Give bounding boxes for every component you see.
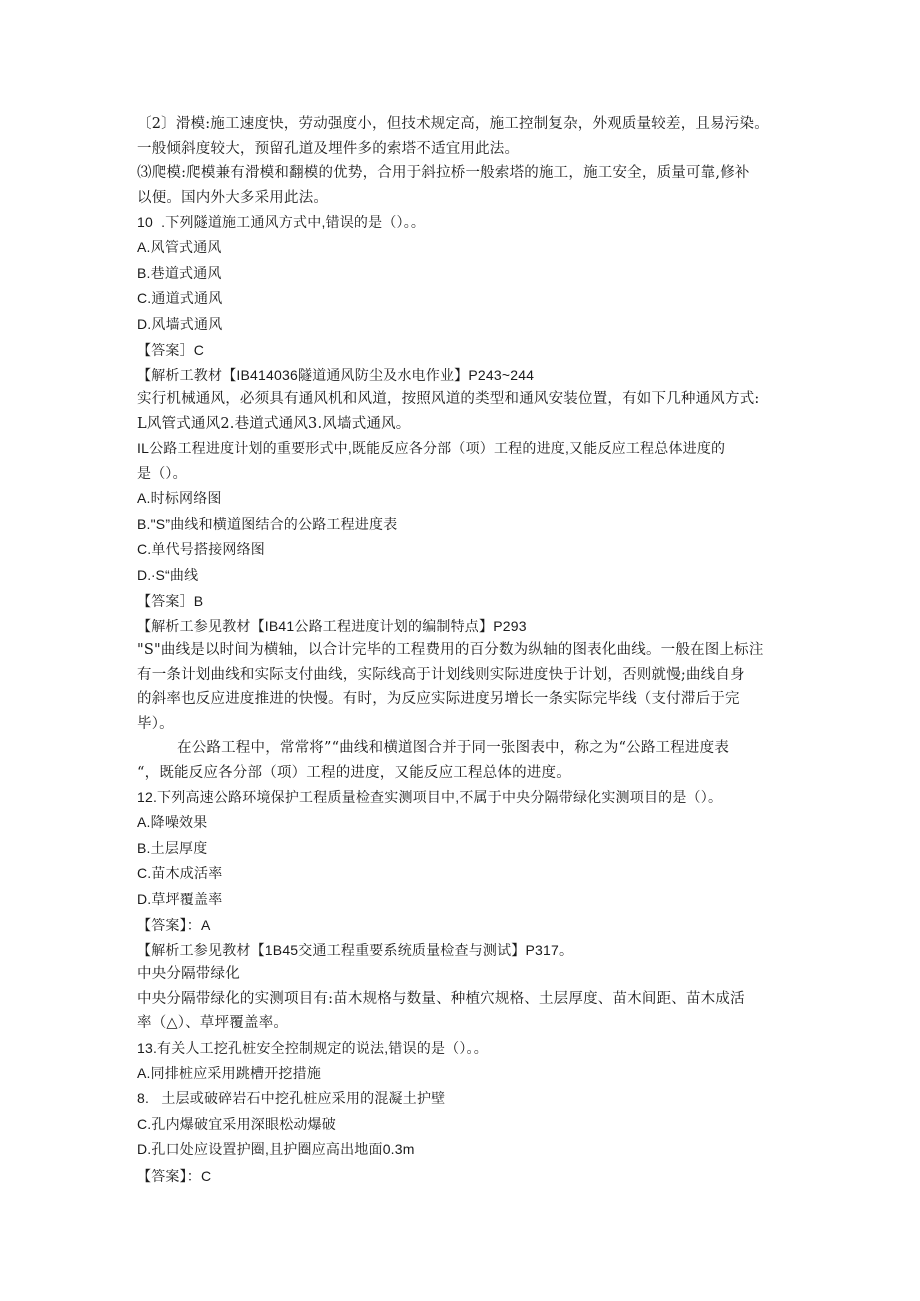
option-b: B.巷道式通风 [137, 264, 222, 281]
option-b: B.土层厚度 [137, 839, 208, 856]
question-11-cont: 是（）。 [137, 465, 187, 481]
option-a: A.时标网络图 [137, 490, 222, 506]
option-d: D.草坪覆盖率 [137, 890, 223, 907]
paragraph-line: "S"曲线是以时间为横轴，以合计完毕的工程费用的百分数为纵轴的图表化曲线。一般在图上标注 [137, 642, 764, 658]
paragraph-line-indented: 在公路工程中，常常将”“曲线和横道图合并于同一张图表中，称之为“公路工程进度表 [177, 740, 730, 756]
option-a: A.降噪效果 [137, 814, 208, 830]
option-c: C.孔内爆破宜采用深眼松动爆破 [137, 1115, 336, 1132]
option-c: C.通道式通风 [137, 290, 223, 306]
paragraph-line: “，既能反应各分部（项）工程的进度，又能反应工程总体的进度。 [137, 764, 571, 781]
option-d: D.风墙式通风 [137, 315, 223, 332]
paragraph-line: L风管式通风2.巷道式通风3.风墙式通风。 [137, 415, 411, 432]
question-13: 13.有关人工挖孔桩安全控制规定的说法,错误的是（）。。 [137, 1039, 488, 1056]
option-a: A.同排桩应采用跳槽开挖措施 [137, 1064, 322, 1081]
analysis-reference: 【解析工参见教材【1B45交通工程重要系统质量检查与测试】P317。 [137, 942, 574, 958]
analysis-reference: 【解析工参见教材【IB41公路工程进度计划的编制特点】P293 [137, 618, 527, 634]
document-page [137, 112, 787, 1189]
paragraph-line: 〔2〕滑模:施工速度快，劳动强度小，但技术规定高，施工控制复杂，外观质量较差，且易污染。 [137, 116, 769, 132]
paragraph-line: 毕）。 [137, 715, 174, 732]
analysis-reference: 【解析工教材【IB414036隧道通风防尘及水电作业】P243~244 [137, 367, 535, 383]
answer-line: 【答案】：C [137, 1167, 212, 1184]
paragraph-line: 率（△）、草坪覆盖率。 [137, 1015, 289, 1031]
question-10: 10 .下列隧道施工通风方式中,错误的是（）。。 [137, 214, 426, 230]
option-a: A.风管式通风 [137, 239, 222, 255]
paragraph-line: 有一条计划曲线和实际支付曲线，实际线高于计划线则实际进度快于计划，否则就慢;曲线自身 [137, 666, 745, 683]
paragraph-line: 一般倾斜度较大，预留孔道及埋件多的索塔不适宜用此法。 [137, 140, 520, 157]
answer-line: 【答案］C [137, 342, 205, 358]
paragraph-line: 以便。国内外大多采用此法。 [137, 189, 329, 206]
option-b: 8. 土层或破碎岩石中挖孔桩应采用的混凝土护壁 [137, 1090, 446, 1106]
answer-line: 【答案】：A [137, 917, 211, 933]
paragraph-line: ⑶爬模:爬模兼有滑模和翻模的优势，合用于斜拉桥一般索塔的施工，施工安全，质量可靠,修补 [137, 165, 750, 181]
answer-line: 【答案］B [137, 593, 204, 609]
question-11: IL公路工程进度计划的重要形式中,既能反应各分部（项）工程的进度,又能反应工程总体进度的 [137, 440, 726, 456]
option-d: D.孔口处应设置护圈,且护圈应高出地面0.3m [137, 1141, 415, 1157]
option-c: C.苗木成活率 [137, 865, 223, 881]
option-d: D.∙S“曲线 [137, 566, 199, 583]
question-12: 12.下列高速公路环境保护工程质量检查实测项目中,不属于中央分隔带绿化实测项目的是（）。 [137, 789, 723, 805]
paragraph-line: 实行机械通风，必须具有通风机和风道，按照风道的类型和通风安装位置，有如下几种通风方式: [137, 391, 760, 407]
option-b: B."S”曲线和横道图结合的公路工程进度表 [137, 515, 398, 532]
option-c: C.单代号搭接网络图 [137, 541, 265, 557]
paragraph-line: 的斜率也反应进度推进的快慢。有时，为反应实际进度另增长一条实际完毕线（支付滞后于完 [137, 691, 740, 707]
paragraph-line: 中央分隔带绿化的实测项目有:苗木规格与数量、种植穴规格、土层厚度、苗木间距、苗木成活 [137, 990, 745, 1007]
paragraph-line: 中央分隔带绿化 [137, 966, 240, 982]
